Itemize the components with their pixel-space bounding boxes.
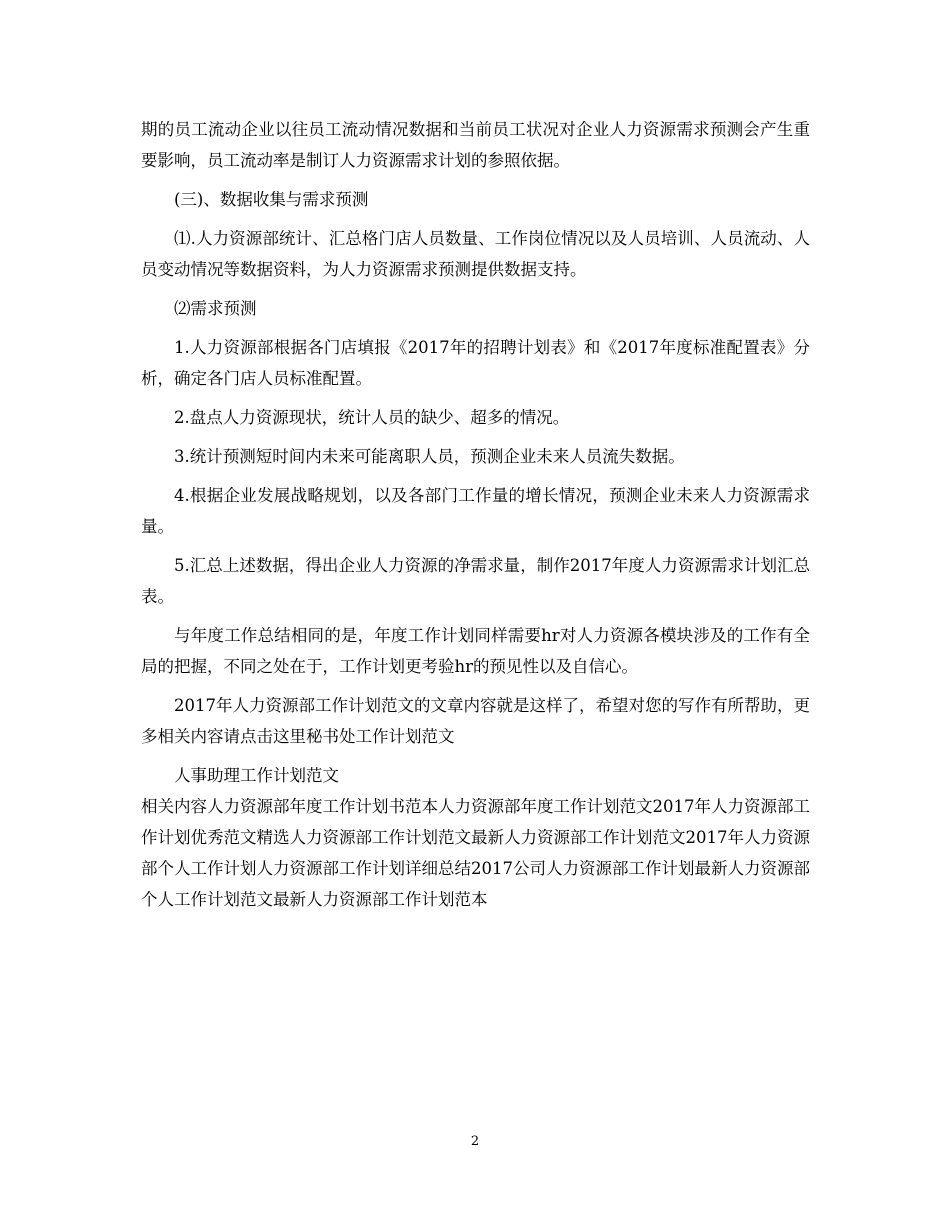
list-item-3: 3.统计预测短时间内未来可能离职人员，预测企业未来人员流失数据。 (174, 447, 685, 466)
paragraph-statistics: ⑴.人力资源部统计、汇总格门店人员数量、工作岗位情况以及人员培训、人员流动、人员变动情况等数据资料，为人力资源需求预测提供数据支持。 (141, 229, 810, 279)
paragraph-closing: 2017年人力资源部工作计划范文的文章内容就是这样了，希望对您的写作有所帮助，更多相关内容请点击这里秘书处工作计划范文 (141, 696, 810, 746)
page-number: 2 (470, 1134, 480, 1149)
list-item-1: 1.人力资源部根据各门店填报《2017年的招聘计划表》和《2017年度标准配置表》分析，确定各门店人员标准配置。 (141, 338, 810, 388)
paragraph-related-link: 人事助理工作计划范文 (174, 766, 339, 785)
paragraph-annual-plan: 与年度工作总结相同的是，年度工作计划同样需要hr对人力资源各模块涉及的工作有全局的把握，不同之处在于，工作计划更考验hr的预见性以及自信心。 (141, 626, 810, 676)
list-item-2: 2.盘点人力资源现状，统计人员的缺少、超多的情况。 (174, 408, 570, 427)
list-item-5: 5.汇总上述数据，得出企业人力资源的净需求量，制作2017年度人力资源需求计划汇总表。 (141, 556, 810, 606)
heading-data-collection: (三)、数据收集与需求预测 (174, 190, 369, 209)
list-item-4: 4.根据企业发展战略规划，以及各部门工作量的增长情况，预测企业未来人力资源需求量。 (141, 486, 810, 536)
paragraph-related-content: 相关内容人力资源部年度工作计划书范本人力资源部年度工作计划范文2017年人力资源部工作计划优秀范文精选人力资源部工作计划范文最新人力资源部工作计划范文2017年人力资源部个人工作计划人力资源部工作计划详细总结2017公司人力资源部工作计划最新人力资源部个人工作计划范文最新人力资源部工作计划范本 (141, 797, 810, 909)
document-body (141, 114, 810, 915)
heading-demand-forecast: ⑵需求预测 (174, 299, 257, 318)
paragraph-employee-turnover: 期的员工流动企业以往员工流动情况数据和当前员工状况对企业人力资源需求预测会产生重要影响，员工流动率是制订人力资源需求计划的参照依据。 (141, 120, 810, 170)
